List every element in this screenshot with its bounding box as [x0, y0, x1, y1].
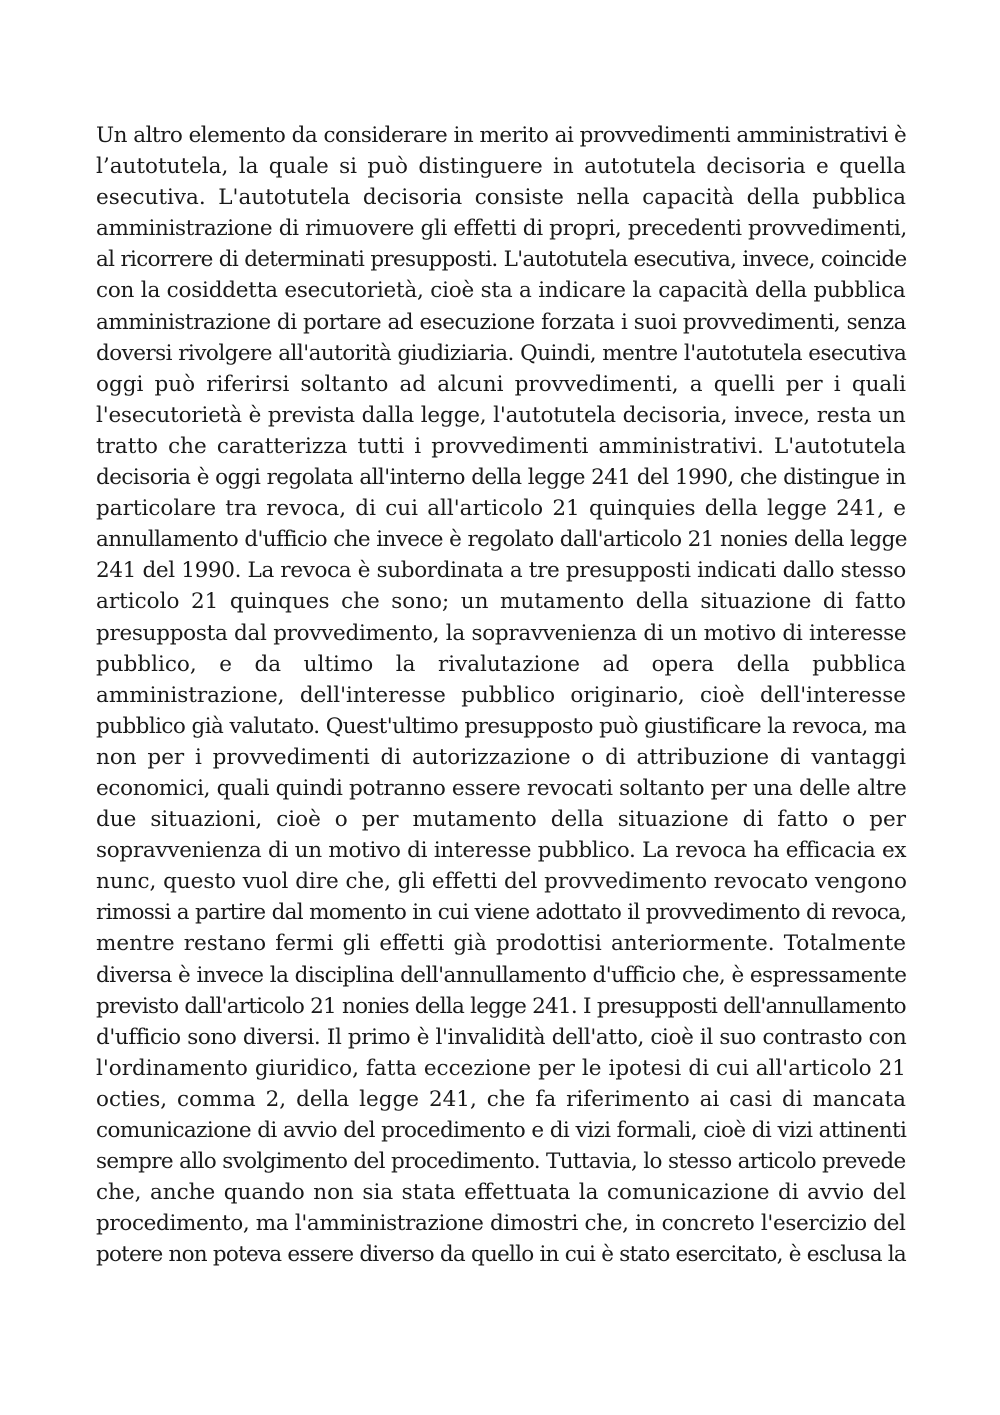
text-line: l’autotutela, la quale si può distinguere in autotutela decisoria e quella — [96, 154, 906, 180]
text-line: procedimento, ma l'amministrazione dimostri che, in concreto l'esercizio del — [96, 1211, 906, 1237]
text-line: doversi rivolgere all'autorità giudiziaria. Quindi, mentre l'autotutela esecutiva — [96, 340, 907, 366]
text-line: amministrazione, dell'interesse pubblico originario, cioè dell'interesse — [96, 682, 906, 708]
text-line: al ricorrere di determinati presupposti. L'autotutela esecutiva, invece, coincide — [96, 247, 907, 273]
text-line: comunicazione di avvio del procedimento e di vizi formali, cioè di vizi attinenti — [96, 1118, 907, 1143]
text-line: diversa è invece la disciplina dell'annullamento d'ufficio che, è espressamente — [96, 962, 907, 988]
text-line: che, anche quando non sia stata effettuata la comunicazione di avvio del — [96, 1180, 906, 1206]
body-paragraph — [96, 120, 906, 1270]
text-line: Un altro elemento da considerare in merito ai provvedimenti amministrativi è — [96, 123, 907, 148]
text-line: mentre restano fermi gli effetti già prodottisi anteriormente. Totalmente — [96, 931, 906, 957]
text-line: decisoria è oggi regolata all'interno della legge 241 del 1990, che distingue in — [96, 465, 906, 491]
text-line: 241 del 1990. La revoca è subordinata a tre presupposti indicati dallo stesso — [96, 558, 906, 584]
text-line: sopravvenienza di un motivo di interesse pubblico. La revoca ha efficacia ex — [96, 838, 907, 864]
text-line: l'ordinamento giuridico, fatta eccezione per le ipotesi di cui all'articolo 21 — [96, 1055, 906, 1081]
text-line: presupposta dal provvedimento, la sopravvenienza di un motivo di interesse — [96, 620, 907, 646]
text-line: pubblico, e da ultimo la rivalutazione ad opera della pubblica — [96, 651, 906, 677]
text-line: esecutiva. L'autotutela decisoria consiste nella capacità della pubblica — [96, 185, 906, 211]
text-line: tratto che caratterizza tutti i provvedimenti amministrativi. L'autotutela — [96, 433, 906, 459]
text-line: con la cosiddetta esecutorietà, cioè sta a indicare la capacità della pubblica — [96, 278, 906, 304]
text-line: pubblico già valutato. Quest'ultimo presupposto può giustificare la revoca, ma — [96, 713, 907, 739]
text-line: non per i provvedimenti di autorizzazione o di attribuzione di vantaggi — [96, 744, 906, 770]
text-line: l'esecutorietà è prevista dalla legge, l'autotutela decisoria, invece, resta un — [96, 402, 906, 428]
text-line: amministrazione di rimuovere gli effetti di propri, precedenti provvedimenti, — [96, 216, 907, 242]
text-line: rimossi a partire dal momento in cui viene adottato il provvedimento di revoca, — [96, 900, 907, 926]
text-line: annullamento d'ufficio che invece è regolato dall'articolo 21 nonies della legge — [96, 527, 907, 553]
text-line: articolo 21 quinques che sono; un mutamento della situazione di fatto — [96, 589, 906, 615]
text-line: economici, quali quindi potranno essere revocati soltanto per una delle altre — [96, 775, 907, 801]
text-line: previsto dall'articolo 21 nonies della legge 241. I presupposti dell'annullamento — [96, 993, 906, 1019]
text-line: d'ufficio sono diversi. Il primo è l'invalidità dell'atto, cioè il suo contrasto con — [96, 1024, 907, 1050]
text-line: octies, comma 2, della legge 241, che fa riferimento ai casi di mancata — [96, 1086, 906, 1112]
text-line: oggi può riferirsi soltanto ad alcuni provvedimenti, a quelli per i quali — [96, 371, 906, 397]
text-line: sempre allo svolgimento del procedimento. Tuttavia, lo stesso articolo prevede — [96, 1149, 906, 1175]
text-line: nunc, questo vuol dire che, gli effetti del provvedimento revocato vengono — [96, 869, 907, 895]
text-line: amministrazione di portare ad esecuzione forzata i suoi provvedimenti, senza — [96, 309, 906, 335]
text-line: due situazioni, cioè o per mutamento della situazione di fatto o per — [96, 807, 906, 833]
text-line: potere non poteva essere diverso da quello in cui è stato esercitato, è esclusa la — [96, 1242, 906, 1268]
text-line: particolare tra revoca, di cui all'articolo 21 quinquies della legge 241, e — [96, 496, 906, 522]
